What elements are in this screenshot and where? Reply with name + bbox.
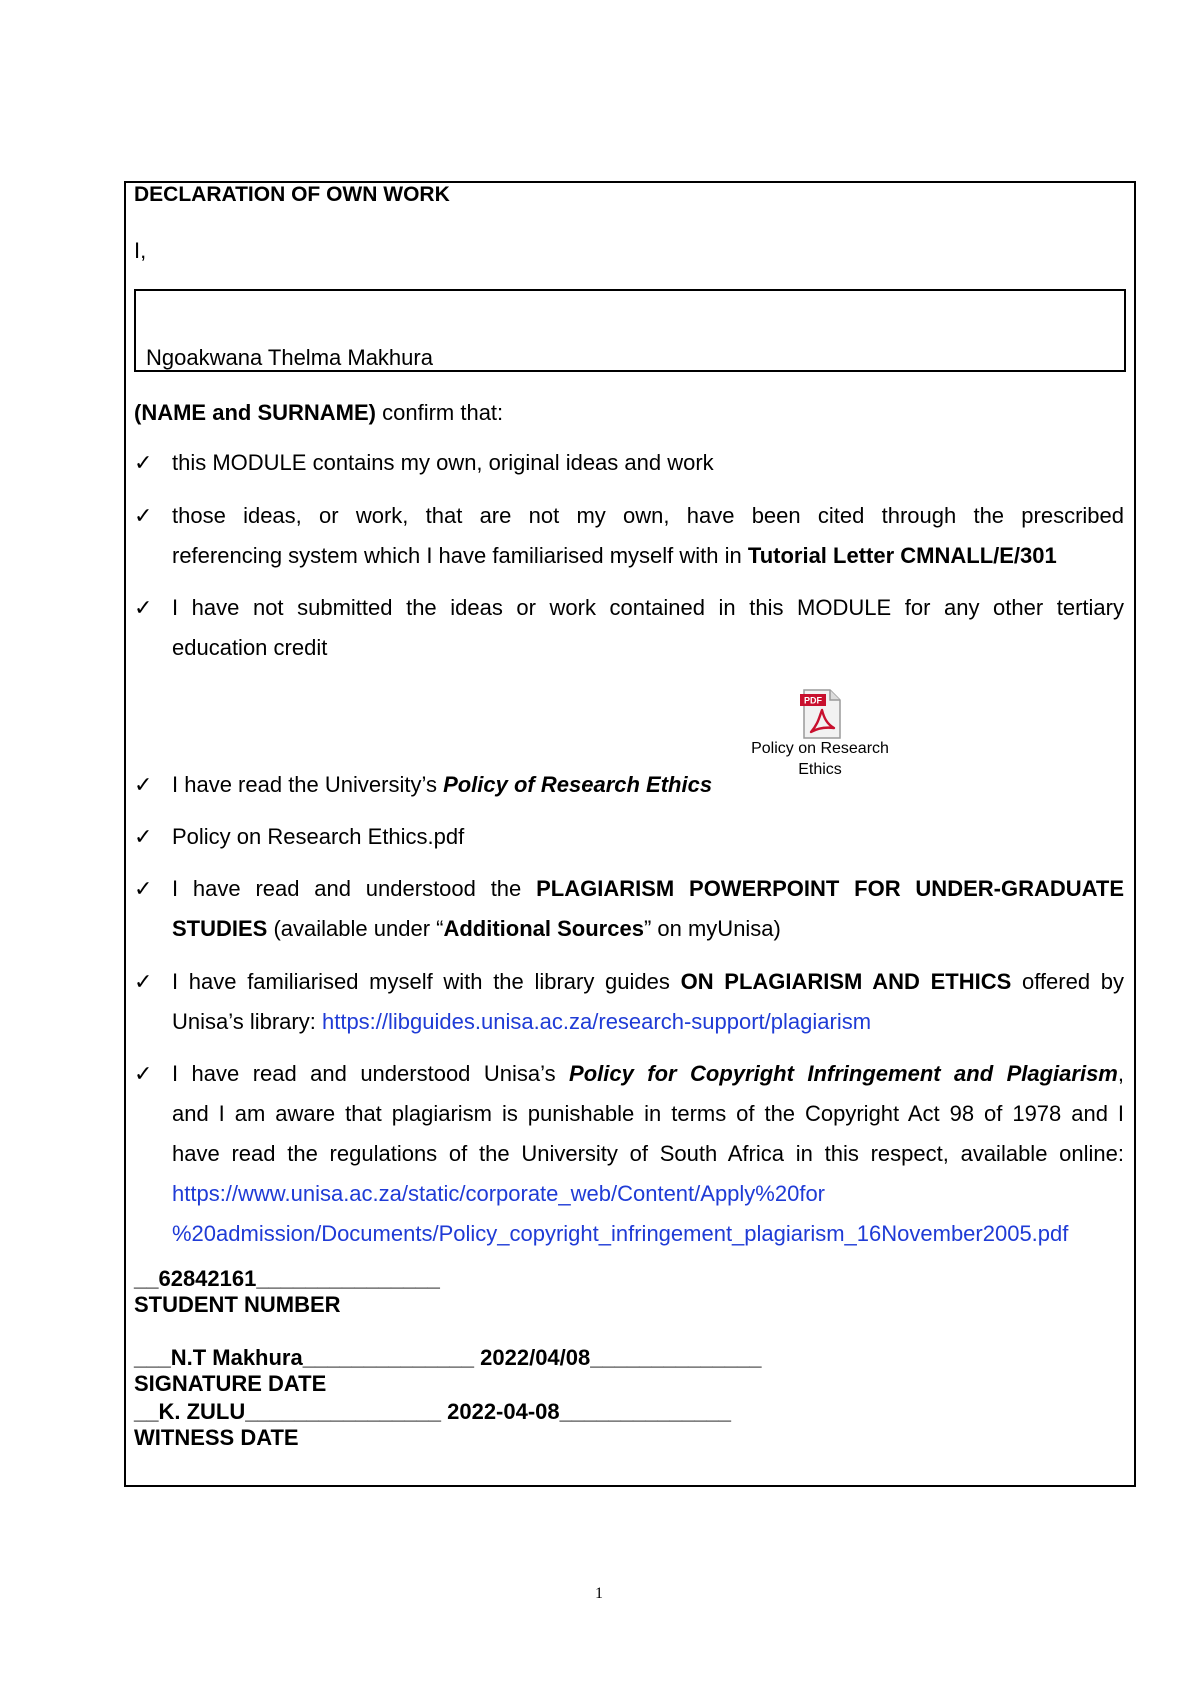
item-text: referencing system which I have familiarised myself with in [172, 543, 748, 568]
plagiarism-ethics-guides: ON PLAGIARISM AND ETHICS [680, 969, 1012, 994]
item-text: I have not submitted the ideas or work contained in this MODULE for any other tertiary [172, 595, 1124, 620]
witness-line: __K. ZULU________________ 2022-04-08______________ [134, 1399, 731, 1424]
item-text-line1 [172, 1054, 1124, 1094]
policy-research-ethics: Policy of Research Ethics [443, 772, 713, 797]
checkmark-icon: ✓ [134, 876, 153, 901]
list-item-copyright-policy [172, 1054, 1124, 1254]
checkmark-icon: ✓ [134, 1061, 153, 1086]
list-item-not-submitted [172, 588, 1124, 668]
additional-sources: Additional Sources [443, 916, 644, 941]
confirm-statement [134, 400, 503, 426]
item-text: have read the regulations of the University of South Africa in this respect, available online: [172, 1141, 1124, 1166]
item-text-line1 [172, 962, 1124, 1002]
plagiarism-powerpoint-title: PLAGIARISM POWERPOINT FOR UNDER-GRADUATE [536, 876, 1124, 901]
list-item-plagiarism-powerpoint [172, 869, 1124, 949]
item-text: Unisa’s library: [172, 1009, 322, 1034]
checkmark-icon: ✓ [134, 969, 153, 994]
list-item-policy-pdf [172, 817, 1124, 857]
list-item-library-guides [172, 962, 1124, 1042]
list-item-research-ethics [172, 765, 1124, 805]
pdf-badge-text: PDF [804, 695, 822, 706]
item-text: ” on myUnisa) [643, 916, 781, 941]
item-text: I have read and understood Unisa’s [172, 1061, 570, 1086]
student-number-label: STUDENT NUMBER [134, 1292, 341, 1317]
checkmark-icon: ✓ [134, 772, 153, 797]
pdf-label-line1: Policy on Research [751, 740, 889, 757]
checkmark-icon: ✓ [134, 450, 153, 475]
item-text: and I am aware that plagiarism is punishable in terms of the Copyright Act 98 of 1978 and I [172, 1101, 1124, 1126]
item-text: I have familiarised myself with the library guides [172, 969, 681, 994]
tutorial-letter-ref: Tutorial Letter CMNALL/E/301 [747, 543, 1057, 568]
item-text: offered by [1011, 969, 1124, 994]
pdf-icon[interactable] [796, 688, 846, 740]
item-text-line2 [172, 909, 1124, 949]
libguides-link[interactable]: https://libguides.unisa.ac.za/research-support/plagiarism [321, 1009, 872, 1034]
page-number: 1 [595, 1585, 603, 1602]
item-text: (available under “ [267, 916, 444, 941]
item-text: I have read and understood the [172, 876, 537, 901]
name-surname-label: (NAME and SURNAME) [134, 400, 376, 425]
name-value: Ngoakwana Thelma Makhura [146, 345, 433, 370]
signature-date-label: SIGNATURE DATE [134, 1371, 327, 1396]
declaration-heading: DECLARATION OF OWN WORK [134, 183, 450, 206]
item-text: , [1117, 1061, 1124, 1086]
item-text-line2 [172, 1002, 1124, 1042]
witness-date-label: WITNESS DATE [134, 1425, 299, 1450]
copyright-policy-title: Policy for Copyright Infringement and Plagiarism [569, 1061, 1118, 1086]
item-text: I have read the University’s [172, 772, 444, 797]
pdf-file-graphic [796, 688, 846, 740]
checkmark-icon: ✓ [134, 595, 153, 620]
confirm-text: confirm that: [376, 400, 504, 425]
item-text-line1 [172, 869, 1124, 909]
item-text: those ideas, or work, that are not my own, have been cited through the prescribed [172, 503, 1124, 528]
item-text: this MODULE contains my own, original ideas and work [172, 450, 714, 475]
copyright-policy-link[interactable]: https://www.unisa.ac.za/static/corporate_web/Content/Apply%20for [172, 1181, 826, 1206]
item-text-line2 [172, 536, 1124, 576]
checkmark-icon: ✓ [134, 824, 153, 849]
copyright-policy-link-cont[interactable]: %20admission/Documents/Policy_copyright_infringement_plagiarism_16November2005.pdf [172, 1221, 1069, 1246]
pdf-label-line2: Ethics [798, 761, 842, 778]
signature-line: ___N.T Makhura______________ 2022/04/08______________ [134, 1345, 762, 1370]
studies-text: STUDIES [172, 916, 268, 941]
student-number-line: __62842161_______________ [134, 1266, 440, 1291]
i-line: I, [134, 238, 147, 263]
item-text: education credit [172, 635, 328, 660]
list-item-own-work [172, 443, 1124, 483]
list-item-cited-ideas [172, 496, 1124, 576]
item-text: Policy on Research Ethics.pdf [172, 824, 465, 849]
checkmark-icon: ✓ [134, 503, 153, 528]
